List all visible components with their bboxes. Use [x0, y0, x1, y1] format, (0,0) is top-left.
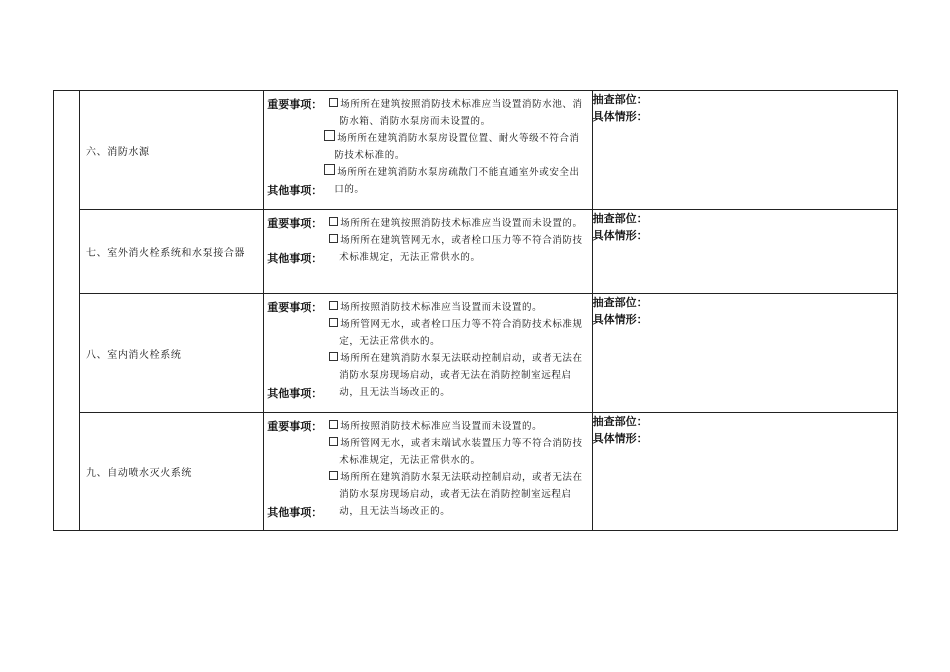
items-cell [264, 294, 592, 413]
details-label: 具体情形： [592, 313, 648, 326]
category-cell [54, 91, 80, 531]
checklist-item: 场所管网无水，或者栓口压力等不符合消防技术标准规定，无法正常供水的。 [329, 316, 588, 350]
section-row-indoor-hydrant [54, 294, 898, 413]
checklist-item: 场所管网无水，或者末端试水装置压力等不符合消防技术标准规定，无法正常供水的。 [329, 435, 588, 469]
checklist-item: 场所按照消防技术标准应当设置而未设置的。 [329, 299, 588, 316]
checkbox-icon[interactable] [329, 217, 338, 226]
checkbox-icon[interactable] [329, 301, 338, 310]
checkbox-icon[interactable] [329, 352, 338, 361]
check-cell [592, 91, 897, 210]
checklist-item: 场所所在建筑消防水泵无法联动控制启动，或者无法在消防水泵房现场启动，或者无法在消防控制室远程启动，且无法当场改正的。 [329, 350, 588, 401]
checkbox-icon[interactable] [329, 420, 338, 429]
check-cell [592, 294, 897, 413]
other-label: 其他事项： [267, 506, 323, 519]
checklist-item: 场所所在建筑管网无水，或者栓口压力等不符合消防技术标准规定，无法正常供水的。 [329, 232, 588, 266]
important-label: 重要事项： [267, 301, 323, 314]
checklist-item: 场所所在建筑消防水泵房疏散门不能直通室外或安全出口的。 [324, 164, 588, 198]
inspection-table [53, 90, 898, 531]
check-cell [592, 413, 897, 531]
section-name: 七、室外消火栓系统和水泵接合器 [80, 210, 264, 294]
checkbox-icon[interactable] [324, 164, 335, 175]
details-label: 具体情形： [592, 110, 648, 123]
checklist-item: 场所所在建筑按照消防技术标准应当设置而未设置的。 [329, 215, 588, 232]
location-label: 抽查部位： [592, 93, 648, 106]
other-label: 其他事项： [267, 252, 323, 265]
section-row-water-source [54, 91, 898, 210]
items-cell [264, 413, 592, 531]
location-label: 抽查部位： [592, 415, 648, 428]
checkbox-icon[interactable] [329, 318, 338, 327]
items-cell [264, 210, 592, 294]
section-name: 六、消防水源 [80, 91, 264, 210]
checkbox-icon[interactable] [329, 98, 338, 107]
important-label: 重要事项： [267, 217, 323, 230]
important-label: 重要事项： [267, 98, 323, 111]
checklist-item: 场所所在建筑按照消防技术标准应当设置消防水池、消防水箱、消防水泵房而未设置的。 [329, 96, 588, 130]
checklist-item: 场所所在建筑消防水泵无法联动控制启动，或者无法在消防水泵房现场启动，或者无法在消防控制室远程启动，且无法当场改正的。 [329, 469, 588, 520]
location-label: 抽查部位： [592, 296, 648, 309]
important-label: 重要事项： [267, 420, 323, 433]
checklist-item: 场所按照消防技术标准应当设置而未设置的。 [329, 418, 588, 435]
check-cell [592, 210, 897, 294]
section-row-sprinkler [54, 413, 898, 531]
checkbox-icon[interactable] [329, 471, 338, 480]
checkbox-icon[interactable] [329, 234, 338, 243]
items-cell [264, 91, 592, 210]
checkbox-icon[interactable] [329, 437, 338, 446]
other-label: 其他事项： [267, 387, 323, 400]
details-label: 具体情形： [592, 229, 648, 242]
section-name: 九、自动喷水灭火系统 [80, 413, 264, 531]
section-row-outdoor-hydrant [54, 210, 898, 294]
checklist-item: 场所所在建筑消防水泵房设置位置、耐火等级不符合消防技术标准的。 [324, 130, 588, 164]
details-label: 具体情形： [592, 432, 648, 445]
checkbox-icon[interactable] [324, 130, 335, 141]
location-label: 抽查部位： [592, 212, 648, 225]
section-name: 八、室内消火栓系统 [80, 294, 264, 413]
other-label: 其他事项： [267, 184, 323, 197]
